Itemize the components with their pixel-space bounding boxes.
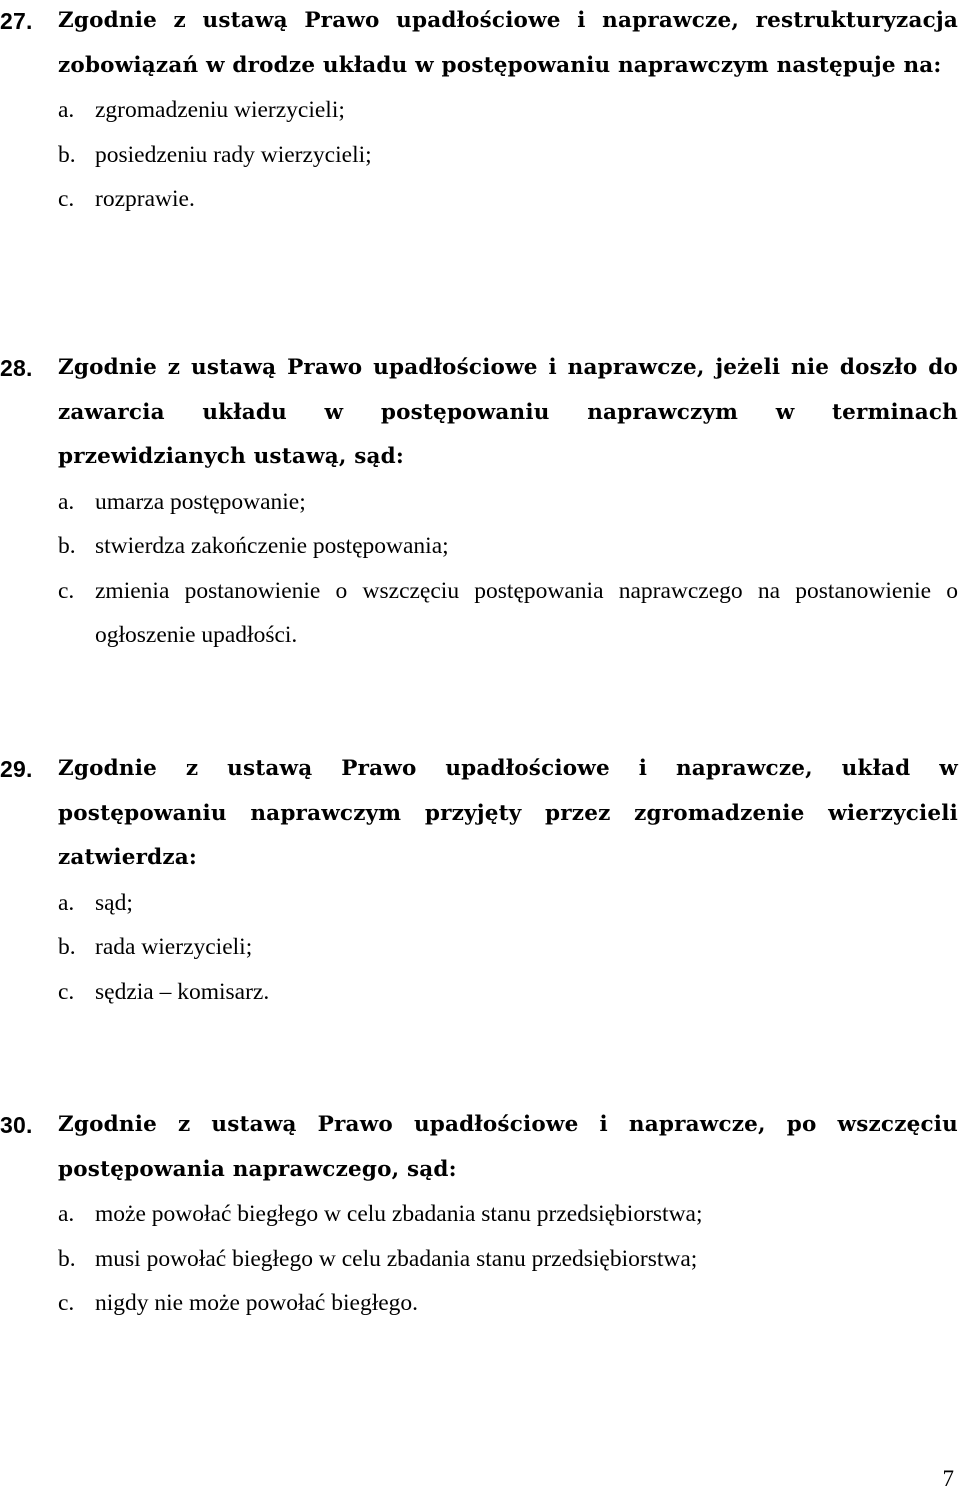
question-28 bbox=[0, 346, 958, 658]
answer-letter: c. bbox=[58, 1290, 75, 1316]
answer-option-c bbox=[0, 970, 958, 1015]
answer-text: nigdy nie może powołać biegłego. bbox=[95, 1290, 419, 1316]
answer-letter: a. bbox=[58, 889, 75, 916]
answer-text: musi powołać biegłego w celu zbadania stanu przedsiębiorstwa; bbox=[95, 1245, 698, 1272]
answer-text: rozprawie. bbox=[95, 186, 195, 212]
answer-option-b bbox=[0, 1237, 958, 1282]
answer-letter: c. bbox=[58, 978, 75, 1005]
question-number: 27. bbox=[0, 8, 33, 34]
answer-option-c bbox=[0, 1281, 958, 1326]
answer-text: sąd; bbox=[95, 889, 133, 916]
question-30 bbox=[0, 1103, 958, 1326]
question-text bbox=[0, 747, 958, 881]
answer-text: stwierdza zakończenie postępowania; bbox=[95, 533, 449, 559]
answer-text: może powołać biegłego w celu zbadania stanu przedsiębiorstwa; bbox=[95, 1201, 703, 1227]
answer-text: zmienia postanowienie o wszczęciu postępowania naprawczego na postanowienie o ogłoszenie upadłości. bbox=[95, 577, 958, 648]
answer-letter: c. bbox=[58, 577, 75, 604]
answer-option-a bbox=[0, 480, 958, 525]
answer-option-a bbox=[0, 1192, 958, 1237]
question-text bbox=[0, 346, 958, 480]
question-29 bbox=[0, 747, 958, 1014]
answer-letter: b. bbox=[58, 533, 76, 559]
answer-letter: c. bbox=[58, 186, 75, 212]
question-number: 30. bbox=[0, 1112, 33, 1138]
answer-option-c bbox=[0, 177, 958, 222]
page-number: 7 bbox=[942, 1466, 954, 1491]
answer-option-b bbox=[0, 133, 958, 178]
answer-letter: a. bbox=[58, 488, 75, 515]
answer-text: umarza postępowanie; bbox=[95, 488, 306, 515]
answer-option-a bbox=[0, 881, 958, 926]
answer-text: zgromadzeniu wierzycieli; bbox=[95, 97, 345, 123]
answer-letter: a. bbox=[58, 1201, 75, 1227]
question-27 bbox=[0, 0, 958, 222]
answer-text: rada wierzycieli; bbox=[95, 934, 253, 960]
answer-text: posiedzeniu rady wierzycieli; bbox=[95, 141, 372, 168]
question-text bbox=[0, 1103, 958, 1192]
question-number: 28. bbox=[0, 355, 33, 381]
question-prompt: Zgodnie z ustawą Prawo upadłościowe i naprawcze, układ w postępowaniu naprawczym przyjęty przez zgromadzenie wierzycieli zatwierdza: bbox=[58, 756, 958, 870]
question-prompt: Zgodnie z ustawą Prawo upadłościowe i naprawcze, jeżeli nie doszło do zawarcia układu w postępowaniu naprawczym w terminach przewidzianych ustawą, sąd: bbox=[58, 355, 958, 469]
question-text bbox=[0, 0, 958, 88]
answer-letter: a. bbox=[58, 97, 75, 123]
answer-option-a bbox=[0, 88, 958, 133]
answer-letter: b. bbox=[58, 934, 76, 960]
answer-option-b bbox=[0, 925, 958, 970]
answer-option-b bbox=[0, 524, 958, 569]
question-number: 29. bbox=[0, 756, 33, 782]
answer-letter: b. bbox=[58, 1245, 76, 1272]
answer-option-c bbox=[0, 569, 958, 658]
question-prompt: Zgodnie z ustawą Prawo upadłościowe i naprawcze, po wszczęciu postępowania naprawczego, sąd: bbox=[58, 1112, 958, 1182]
answer-text: sędzia – komisarz. bbox=[95, 978, 270, 1005]
question-prompt: Zgodnie z ustawą Prawo upadłościowe i naprawcze, restrukturyzacja zobowiązań w drodze układu w postępowaniu naprawczym następuje na: bbox=[58, 8, 958, 78]
answer-letter: b. bbox=[58, 141, 76, 168]
